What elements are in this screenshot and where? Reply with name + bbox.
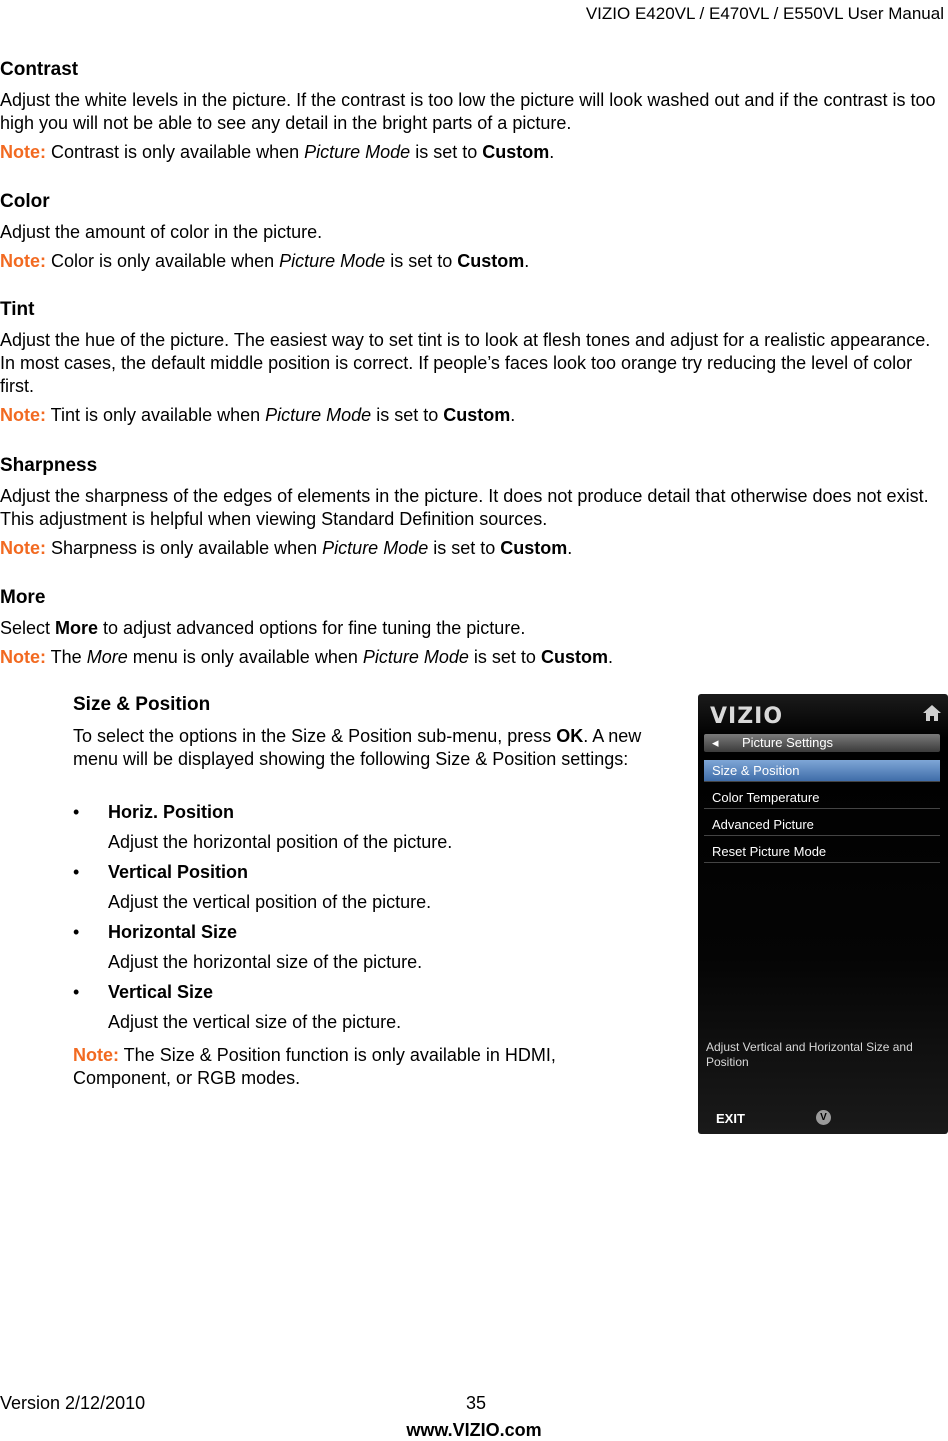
- bullet-desc: Adjust the vertical size of the picture.: [108, 1012, 402, 1032]
- contrast-body: Adjust the white levels in the picture. If the contrast is too low the picture will look washed out and if the contrast is too high you will not be able to see any detail in the bright parts of a picture.: [0, 90, 936, 133]
- bullet-icon: •: [73, 982, 80, 1002]
- bullet-title: Horizontal Size: [108, 922, 238, 942]
- bullet-desc: Adjust the vertical position of the picture.: [108, 892, 432, 912]
- bullet-desc: Adjust the horizontal position of the picture.: [108, 832, 453, 852]
- website-link[interactable]: www.VIZIO.com: [406, 1420, 542, 1440]
- color-body: Adjust the amount of color in the picture.: [0, 222, 323, 242]
- bullet-icon: •: [73, 862, 80, 882]
- note-label: Note:: [0, 251, 46, 271]
- manual-title: VIZIO E420VL / E470VL / E550VL User Manual: [585, 4, 944, 23]
- bullet-desc: Adjust the horizontal size of the picture.: [108, 952, 423, 972]
- more-heading: More: [0, 587, 46, 608]
- color-note: Note: Color is only available when Picture Mode is set to Custom.: [0, 251, 530, 271]
- tv-menu-screenshot: [698, 694, 948, 1134]
- more-note: Note: The More menu is only available when Picture Mode is set to Custom.: [0, 647, 613, 667]
- bullet-title: Vertical Size: [108, 982, 214, 1002]
- bullet-title: Vertical Position: [108, 862, 249, 882]
- size-position-heading: Size & Position: [73, 694, 211, 715]
- menu-item-color-temperature[interactable]: Color Temperature: [704, 787, 940, 809]
- note-label: Note:: [0, 647, 46, 667]
- sharpness-note: Note: Sharpness is only available when Picture Mode is set to Custom.: [0, 538, 573, 558]
- vizio-logo: VIZIO: [710, 704, 784, 729]
- tint-note: Note: Tint is only available when Picture Mode is set to Custom.: [0, 405, 516, 425]
- menu-item-advanced-picture[interactable]: Advanced Picture: [704, 814, 940, 836]
- menu-breadcrumb: Picture Settings: [742, 735, 834, 750]
- size-position-note: Note: The Size & Position function is only available in HDMI, Component, or RGB modes.: [73, 1045, 556, 1088]
- back-arrow-icon[interactable]: ◂: [712, 735, 719, 750]
- home-icon[interactable]: [922, 704, 942, 722]
- sharpness-heading: Sharpness: [0, 455, 98, 476]
- chevron-down-icon[interactable]: V: [816, 1110, 831, 1125]
- menu-item-reset-picture-mode[interactable]: Reset Picture Mode: [704, 841, 940, 863]
- contrast-heading: Contrast: [0, 59, 79, 80]
- exit-button[interactable]: EXIT: [716, 1111, 745, 1126]
- bullet-icon: •: [73, 922, 80, 942]
- page-number: 35: [466, 1393, 487, 1413]
- note-label: Note:: [0, 405, 46, 425]
- version-label: Version 2/12/2010: [0, 1393, 146, 1413]
- color-heading: Color: [0, 191, 50, 212]
- note-label: Note:: [0, 538, 46, 558]
- note-label: Note:: [73, 1045, 119, 1065]
- contrast-note: Note: Contrast is only available when Picture Mode is set to Custom.: [0, 142, 555, 162]
- tint-heading: Tint: [0, 299, 35, 320]
- more-body: Select More to adjust advanced options for fine tuning the picture.: [0, 618, 526, 638]
- tint-body: Adjust the hue of the picture. The easiest way to set tint is to look at flesh tones and adjust for a realistic appearance. In most cases, the default middle position is correct. If people’s faces look too orange try reducing the level of color first.: [0, 330, 931, 396]
- menu-description: Adjust Vertical and Horizontal Size and Position: [706, 1040, 913, 1069]
- sharpness-body: Adjust the sharpness of the edges of elements in the picture. It does not produce detail that otherwise does not exist. This adjustment is helpful when viewing Standard Definition sources.: [0, 486, 929, 529]
- bullet-title: Horiz. Position: [108, 802, 234, 822]
- note-label: Note:: [0, 142, 46, 162]
- menu-item-size-position[interactable]: Size & Position: [704, 760, 940, 782]
- size-position-intro: To select the options in the Size & Position sub-menu, press OK. A new menu will be displayed showing the following Size & Position settings:: [73, 726, 642, 769]
- bullet-icon: •: [73, 802, 80, 822]
